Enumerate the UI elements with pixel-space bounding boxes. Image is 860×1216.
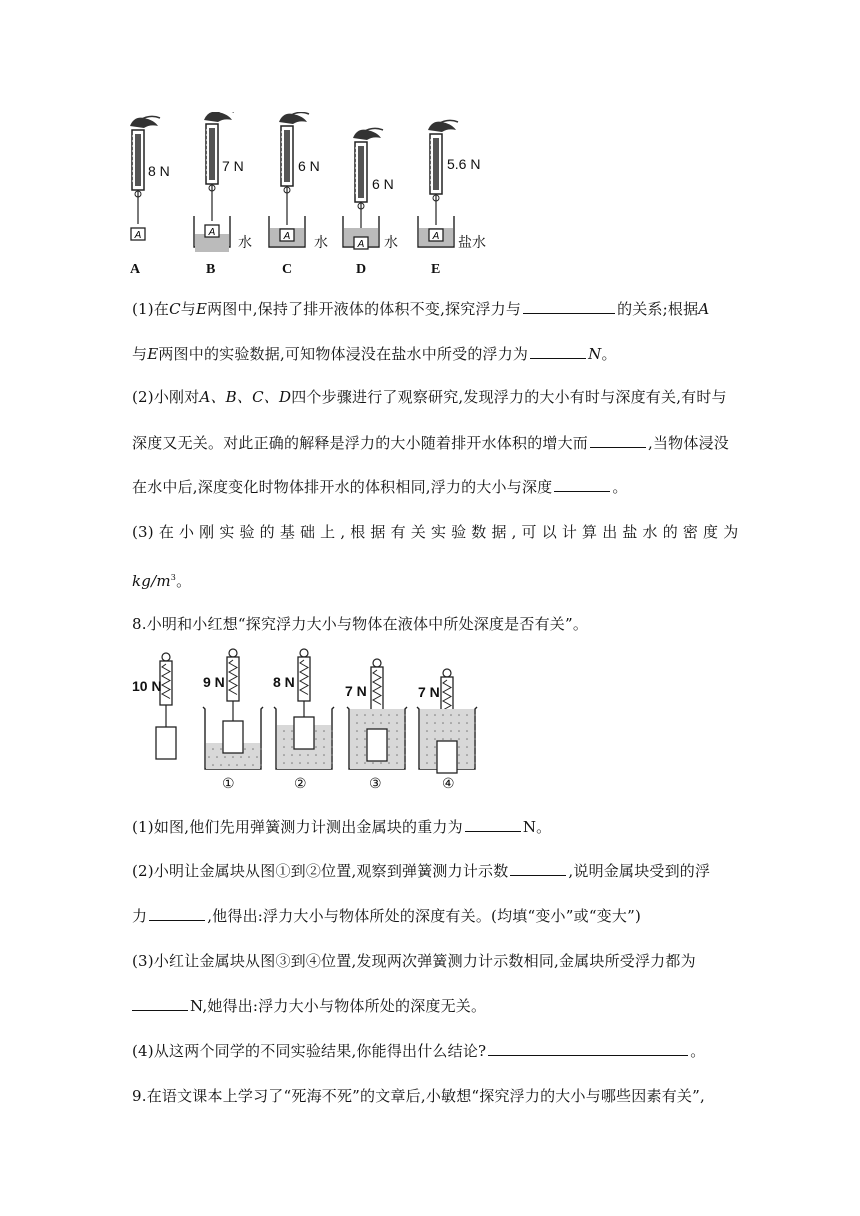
block-letter: A xyxy=(432,231,440,242)
hand-icon xyxy=(353,130,381,140)
block-letter: A xyxy=(283,231,291,242)
figure-label-1: ① xyxy=(222,775,235,791)
top-ring xyxy=(162,653,170,661)
figure-spring-scales-depth xyxy=(120,645,480,795)
reading-1: 10 N xyxy=(132,678,162,694)
hand-icon xyxy=(279,114,307,124)
block-letter: A xyxy=(357,239,365,250)
top-ring xyxy=(373,659,381,667)
q7-part2-line2: 深度又无关。对此正确的解释是浮力的大小随着排开水体积的增大而 ,当物体浸没 xyxy=(132,434,729,452)
reading-4: 7 N xyxy=(345,683,367,699)
q8-part2-line1: (2)小明让金属块从图①到②位置,观察到弹簧测力计示数 ,说明金属块受到的浮 xyxy=(132,862,711,880)
answer-blank[interactable] xyxy=(590,433,646,448)
hand-icon xyxy=(428,122,456,132)
q9-intro: 9.在语文课本上学习了“死海不死”的文章后,小敏想“探究浮力的大小与哪些因素有关”, xyxy=(132,1087,705,1105)
reading-b: 7 N xyxy=(222,158,244,174)
figure-label-b: B xyxy=(206,262,216,277)
figure-label-e: E xyxy=(431,262,441,277)
top-ring xyxy=(229,649,237,657)
answer-blank[interactable] xyxy=(488,1041,688,1056)
q7-part3-line2: $kg/m^3$。 xyxy=(132,572,192,590)
q8-part3-line1: (3)小红让金属块从图③到④位置,发现两次弹簧测力计示数相同,金属块所受浮力都为 xyxy=(132,952,696,970)
metal-block xyxy=(223,721,243,753)
block-letter: A xyxy=(134,230,142,241)
metal-block xyxy=(437,741,457,773)
reading-e: 5.6 N xyxy=(447,156,481,172)
beaker-label-c: 水 xyxy=(314,234,328,250)
block-letter: A xyxy=(208,227,216,238)
metal-block xyxy=(294,717,314,749)
beaker-label-e: 盐水 xyxy=(458,234,486,250)
beaker-label-d: 水 xyxy=(384,234,398,250)
answer-blank[interactable] xyxy=(510,861,566,876)
figure-label-4: ④ xyxy=(442,775,455,791)
hand-icon xyxy=(204,112,232,122)
reading-d: 6 N xyxy=(372,176,394,192)
q7-part2-line3: 在水中后,深度变化时物体排开水的体积相同,浮力的大小与深度 。 xyxy=(132,478,628,496)
reading-a: 8 N xyxy=(148,163,170,179)
hand-icon xyxy=(130,118,158,128)
figure-label-a: A xyxy=(130,262,141,277)
reading-5: 7 N xyxy=(418,684,440,700)
beaker-label-b: 水 xyxy=(238,234,252,250)
q7-part1-line2: 与E两图中的实验数据,可知物体浸没在盐水中所受的浮力为 N。 xyxy=(132,345,617,363)
q8-part2-line2: 力 ,他得出:浮力大小与物体所处的深度有关。(均填“变小”或“变大”) xyxy=(132,907,642,925)
figure-label-d: D xyxy=(356,262,367,277)
top-ring xyxy=(300,649,308,657)
figure-label-2: ② xyxy=(294,775,307,791)
answer-blank[interactable] xyxy=(132,996,188,1011)
metal-block xyxy=(367,729,387,761)
metal-block xyxy=(156,727,176,759)
answer-blank[interactable] xyxy=(149,906,205,921)
q8-part1: (1)如图,他们先用弹簧测力计测出金属块的重力为 N。 xyxy=(132,818,552,836)
figure-label-3: ③ xyxy=(369,775,382,791)
q8-part3-line2: N,她得出:浮力大小与物体所处的深度无关。 xyxy=(132,994,732,1018)
reading-3: 8 N xyxy=(273,674,295,690)
answer-blank[interactable] xyxy=(465,817,521,832)
reading-2: 9 N xyxy=(203,674,225,690)
q7-part2-line1: (2)小刚对A、B、C、D四个步骤进行了观察研究,发现浮力的大小有时与深度有关,有时与 xyxy=(132,388,727,406)
figure-spring-scales-a-e xyxy=(120,112,500,282)
reading-c: 6 N xyxy=(298,158,320,174)
figure-label-c: C xyxy=(282,262,293,277)
top-ring xyxy=(443,669,451,677)
q8-part4: (4)从这两个同学的不同实验结果,你能得出什么结论? 。 xyxy=(132,1042,706,1060)
answer-blank[interactable] xyxy=(530,344,586,359)
q7-part1-line1: (1)在C与E两图中,保持了排开液体的体积不变,探究浮力与 的关系;根据A xyxy=(132,300,710,318)
q7-part3-line1: (3) 在 小 刚 实 验 的 基 础 上 , 根 据 有 关 实 验 数 据 , 可 以 计 算 出 盐 水 的 密 度 为 xyxy=(132,523,739,541)
q8-title: 8.小明和小红想“探究浮力大小与物体在液体中所处深度是否有关”。 xyxy=(132,615,589,633)
answer-blank[interactable] xyxy=(554,477,610,492)
answer-blank[interactable] xyxy=(523,299,615,314)
